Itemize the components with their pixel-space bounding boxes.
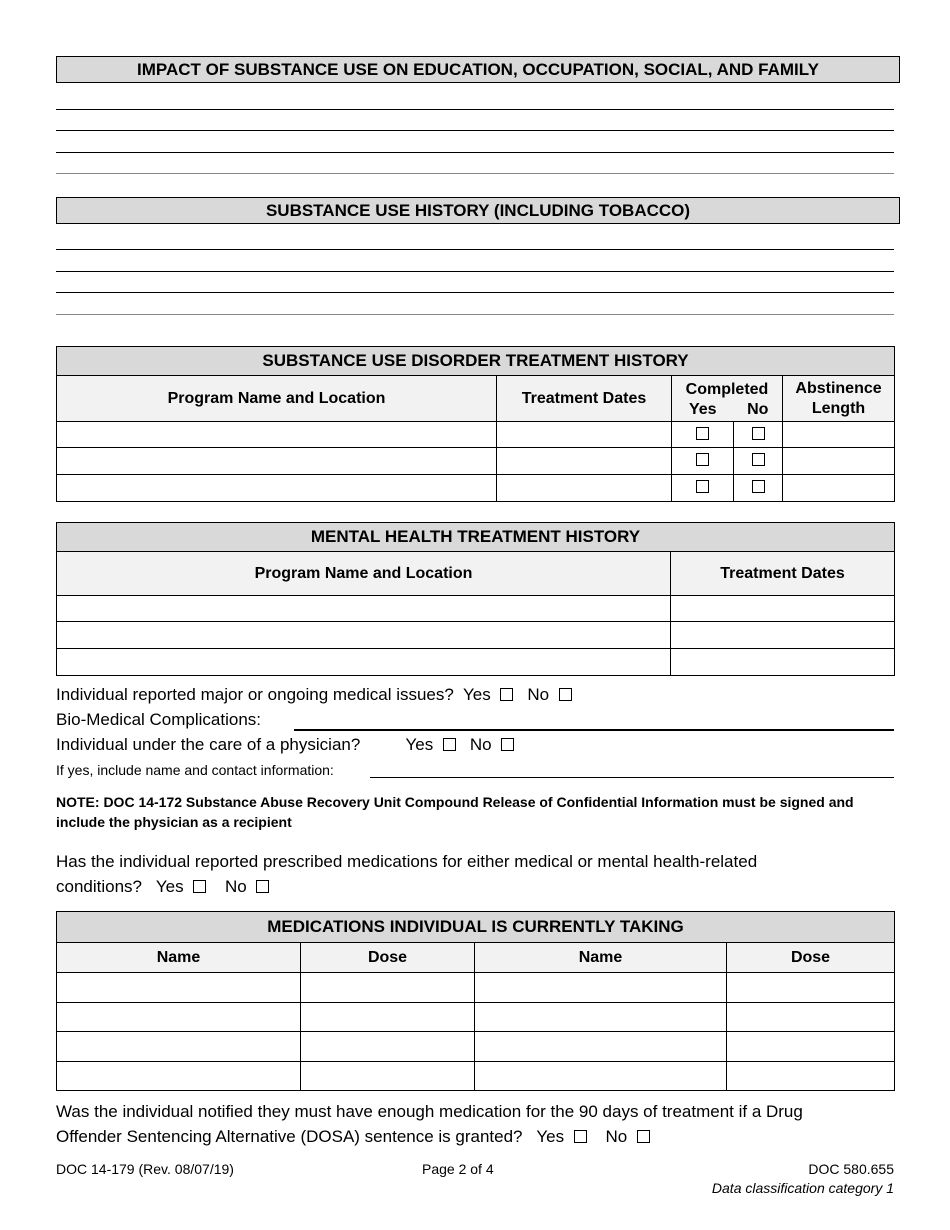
med-name-cell[interactable]	[57, 1062, 301, 1091]
sud-abstinence-cell[interactable]	[783, 475, 895, 502]
table-row	[57, 973, 895, 1003]
sud-yes-cell	[672, 422, 734, 448]
sud-col-dates: Treatment Dates	[497, 376, 672, 422]
footer-policy: DOC 580.655	[808, 1161, 894, 1177]
impact-line-3[interactable]	[56, 152, 894, 153]
contact-info-label: If yes, include name and contact information:	[56, 762, 334, 778]
dosa-yes-label: Yes	[536, 1127, 565, 1146]
prescribed-no-label: No	[224, 877, 247, 896]
footer-classification: Data classification category 1	[711, 1180, 894, 1196]
physician-yes-checkbox[interactable]	[443, 738, 456, 751]
prescribed-yes-checkbox[interactable]	[193, 880, 206, 893]
history-line-2[interactable]	[56, 271, 894, 272]
mh-program-cell[interactable]	[57, 596, 671, 622]
history-section-title: SUBSTANCE USE HISTORY (INCLUDING TOBACCO)	[56, 197, 900, 224]
sud-program-cell[interactable]	[57, 475, 497, 502]
sud-col-no: No	[734, 399, 783, 422]
med-name-cell[interactable]	[475, 973, 727, 1003]
mh-dates-cell[interactable]	[671, 596, 895, 622]
table-row	[57, 1003, 895, 1032]
mh-treatment-table	[56, 522, 895, 676]
impact-section-title: IMPACT OF SUBSTANCE USE ON EDUCATION, OCCUPATION, SOCIAL, AND FAMILY	[56, 56, 900, 83]
medical-issues-yes-label: Yes	[462, 685, 491, 704]
history-line-1[interactable]	[56, 249, 894, 250]
med-dose-cell[interactable]	[301, 1062, 475, 1091]
medical-issues-yes-checkbox[interactable]	[500, 688, 513, 701]
med-dose-cell[interactable]	[301, 1032, 475, 1062]
sud-program-cell[interactable]	[57, 448, 497, 475]
contact-info-input-line[interactable]	[370, 777, 894, 778]
med-dose-cell[interactable]	[301, 1003, 475, 1032]
sud-col-abstinence-line2: Length	[811, 399, 866, 417]
prescribed-question-row	[56, 877, 269, 897]
sud-dates-cell[interactable]	[497, 448, 672, 475]
completed-yes-checkbox[interactable]	[696, 453, 709, 466]
sud-abstinence-cell[interactable]	[783, 448, 895, 475]
med-col-name-1: Name	[57, 943, 301, 973]
table-row	[57, 448, 895, 475]
footer-page-number: Page 2 of 4	[422, 1161, 494, 1177]
med-col-dose-1: Dose	[301, 943, 475, 973]
sud-abstinence-cell[interactable]	[783, 422, 895, 448]
med-dose-cell[interactable]	[301, 973, 475, 1003]
biomedical-label: Bio-Medical Complications:	[56, 710, 262, 729]
mh-dates-cell[interactable]	[671, 649, 895, 676]
table-row	[57, 596, 895, 622]
sud-col-abstinence-line1: Abstinence	[795, 379, 882, 397]
med-name-cell[interactable]	[475, 1003, 727, 1032]
med-name-cell[interactable]	[57, 1003, 301, 1032]
mh-col-dates: Treatment Dates	[671, 552, 895, 596]
medical-issues-no-label: No	[527, 685, 550, 704]
prescribed-no-checkbox[interactable]	[256, 880, 269, 893]
sud-col-program: Program Name and Location	[57, 376, 497, 422]
sud-no-cell	[734, 448, 783, 475]
table-row	[57, 649, 895, 676]
med-name-cell[interactable]	[475, 1032, 727, 1062]
release-note: NOTE: DOC 14-172 Substance Abuse Recovery Unit Compound Release of Confidential Information must be signed and include the physician as a recipient	[56, 794, 854, 830]
completed-yes-checkbox[interactable]	[696, 480, 709, 493]
sud-no-cell	[734, 475, 783, 502]
table-row	[57, 422, 895, 448]
sud-col-abstinence	[783, 376, 895, 422]
biomedical-input-line[interactable]	[294, 729, 894, 731]
impact-line-2[interactable]	[56, 130, 894, 131]
sud-col-completed: Completed	[672, 376, 783, 399]
table-row	[57, 475, 895, 502]
med-dose-cell[interactable]	[727, 1003, 895, 1032]
mh-col-program: Program Name and Location	[57, 552, 671, 596]
physician-question-row	[56, 735, 514, 755]
sud-treatment-table	[56, 346, 895, 502]
med-col-dose-2: Dose	[727, 943, 895, 973]
mh-dates-cell[interactable]	[671, 622, 895, 649]
med-dose-cell[interactable]	[727, 1062, 895, 1091]
impact-line-1[interactable]	[56, 109, 894, 110]
physician-yes-label: Yes	[405, 735, 434, 754]
dosa-question-row	[56, 1127, 650, 1147]
med-name-cell[interactable]	[475, 1062, 727, 1091]
dosa-question-line2: Offender Sentencing Alternative (DOSA) sentence is granted?	[56, 1127, 523, 1146]
sud-dates-cell[interactable]	[497, 475, 672, 502]
table-row	[57, 1032, 895, 1062]
dosa-no-label: No	[605, 1127, 628, 1146]
history-line-4[interactable]	[56, 314, 894, 315]
sud-program-cell[interactable]	[57, 422, 497, 448]
med-dose-cell[interactable]	[727, 973, 895, 1003]
prescribed-question-line1: Has the individual reported prescribed medications for either medical or mental health-related	[56, 852, 758, 871]
prescribed-yes-label: Yes	[155, 877, 184, 896]
sud-table-title: SUBSTANCE USE DISORDER TREATMENT HISTORY	[57, 347, 895, 376]
table-row	[57, 1062, 895, 1091]
sud-yes-cell	[672, 448, 734, 475]
medical-issues-question: Individual reported major or ongoing medical issues?	[56, 685, 454, 704]
dosa-yes-checkbox[interactable]	[574, 1130, 587, 1143]
mh-program-cell[interactable]	[57, 649, 671, 676]
medications-table	[56, 911, 895, 1091]
dosa-question-line1: Was the individual notified they must have enough medication for the 90 days of treatment if a Drug	[56, 1102, 803, 1121]
physician-no-label: No	[469, 735, 492, 754]
prescribed-question-line2: conditions?	[56, 877, 143, 896]
completed-no-checkbox[interactable]	[752, 453, 765, 466]
med-name-cell[interactable]	[57, 1032, 301, 1062]
mh-table-title: MENTAL HEALTH TREATMENT HISTORY	[57, 523, 895, 552]
sud-dates-cell[interactable]	[497, 422, 672, 448]
dosa-no-checkbox[interactable]	[637, 1130, 650, 1143]
medical-issues-question-row	[56, 685, 572, 705]
completed-no-checkbox[interactable]	[752, 427, 765, 440]
physician-question: Individual under the care of a physician?	[56, 735, 361, 754]
med-name-cell[interactable]	[57, 973, 301, 1003]
completed-yes-checkbox[interactable]	[696, 427, 709, 440]
physician-no-checkbox[interactable]	[501, 738, 514, 751]
sud-no-cell	[734, 422, 783, 448]
med-dose-cell[interactable]	[727, 1032, 895, 1062]
med-col-name-2: Name	[475, 943, 727, 973]
completed-no-checkbox[interactable]	[752, 480, 765, 493]
mh-program-cell[interactable]	[57, 622, 671, 649]
history-line-3[interactable]	[56, 292, 894, 293]
medications-table-title: MEDICATIONS INDIVIDUAL IS CURRENTLY TAKING	[57, 912, 895, 943]
table-row	[57, 622, 895, 649]
sud-yes-cell	[672, 475, 734, 502]
sud-col-yes: Yes	[672, 399, 734, 422]
impact-line-4[interactable]	[56, 173, 894, 174]
footer-form-id: DOC 14-179 (Rev. 08/07/19)	[56, 1161, 234, 1177]
medical-issues-no-checkbox[interactable]	[559, 688, 572, 701]
